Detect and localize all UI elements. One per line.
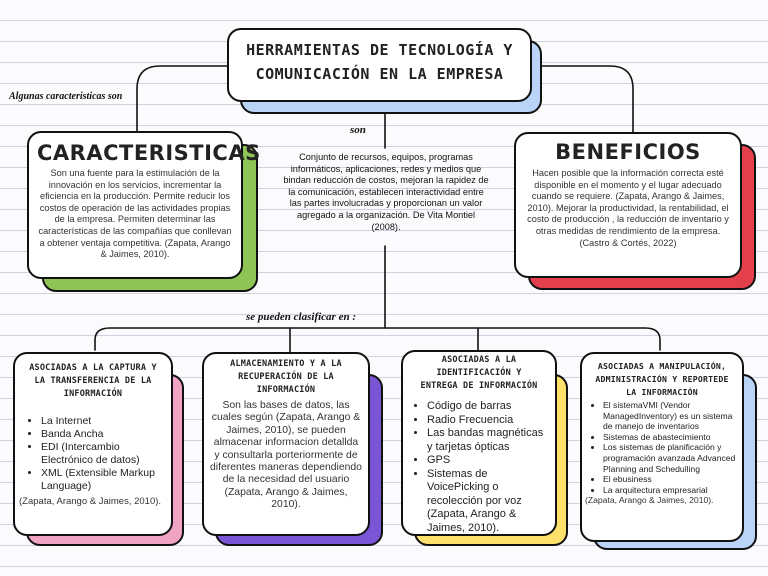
list-item: • Sistemas de VoicePicking o recolección por voz (Zapata, Arango & Jaimes, 2010). (427, 468, 551, 536)
definition-text: Conjunto de recursos, equipos, programas informáticos, aplicaciones, redes y medios que bindan reducción de costos, mejoran la rapidez de la comunicación, establecen interactividad entre las partes involucradas y proporcionan un valor agregado a la organización. De Vita Montiel (2008). (283, 152, 489, 232)
identificacion-title-line1: ASOCIADAS A LA (441, 355, 517, 365)
line-to-beneficios (532, 66, 633, 136)
branch-line (95, 328, 660, 350)
main-title-line2: COMUNICACIÓN EN LA EMPRESA (255, 65, 504, 83)
list-item: • EDI (Intercambio Electrónico de datos) (41, 441, 167, 467)
manipulacion-cite: (Zapata, Arango & Jaimes, 2010). (585, 495, 714, 506)
main-title-line1: HERRAMIENTAS DE TECNOLOGÍA Y (246, 41, 513, 59)
beneficios-box (514, 132, 742, 278)
identificacion-title-line2: IDENTIFICACIÓN Y (436, 368, 522, 378)
identificacion-title-line3: ENTREGA DE INFORMACIÓN (420, 381, 538, 391)
almacenamiento-text: Son las bases de datos, las cuales según (Zapata, Arango & Jaimes, 2010), se pueden almacenar informacion detallda y consultarla porteriormente de diferentes maneras dependiendo de la necesidad del usuario (Zapata, Arango & Jaimes, 2010). (210, 400, 362, 511)
manipulacion-box (580, 352, 744, 542)
list-item: • El sistemaVMI (Vendor ManagedInventory) es un sistema de manejo de inventarios (603, 400, 739, 432)
manipulacion-title (585, 360, 739, 399)
captura-title-line2: LA TRANSFERENCIA DE LA (34, 376, 152, 386)
manipulacion-title-line2: ADMINISTRACIÓN Y REPORTEDE (595, 374, 729, 384)
manipulacion-title-line3: LA INFORMACIÓN (626, 387, 698, 397)
manipulacion-title-line1: ASOCIADAS A MANIPULACIÓN, (597, 361, 727, 371)
manipulacion-list (585, 400, 739, 495)
caracteristicas-box (27, 131, 261, 279)
label-clasificar: se pueden clasificar en : (246, 311, 356, 323)
list-item: • Los sistemas de planificación y programación avanzada Advanced Planning and Schedulling (603, 442, 739, 474)
caracteristicas-title: CARACTERISTICAS (37, 141, 261, 165)
beneficios-text: Hacen posible que la información correcta esté disponible en el momento y el lugar adecuado cuando se requiere. (Zapata, Arango & Jaimes, 2010). Mejorar la productividad, la rentabilidad, el costo de producción , la reducción de inventario y otras medidas de rendimiento de la empresa. (Castro & Cortés, 2022) (527, 168, 729, 248)
caracteristicas-text: Son una fuente para la estimulación de la innovación en los servicios, incrementar la eficiencia en la producción. Permite reducir los costos de operación de las actividades propias de la empresa. Permiten determinar las características de las compañías que conllevan a obtener ventaja competitiva. (Zapata, Arango & Jaimes, 2010). (38, 168, 232, 260)
almacenamiento-title-line3: INFORMACIÓN (256, 385, 316, 395)
identificacion-box (401, 350, 557, 536)
line-to-caracteristicas (137, 66, 228, 132)
main-title (229, 30, 530, 86)
list-item: • La arquitectura empresarial (603, 485, 739, 496)
list-item: • Banda Ancha (41, 428, 167, 441)
label-son: son (350, 124, 366, 136)
main-title-box (227, 28, 532, 102)
captura-title-line3: INFORMACIÓN (63, 389, 123, 399)
identificacion-title (407, 354, 551, 393)
captura-title-line1: ASOCIADAS A LA CAPTURA Y (29, 363, 157, 373)
almacenamiento-title (210, 358, 362, 397)
beneficios-title: BENEFICIOS (555, 140, 701, 164)
list-item: • Código de barras (427, 400, 551, 414)
captura-list (19, 415, 167, 493)
captura-cite: (Zapata, Arango & Jaimes, 2010). (19, 496, 162, 507)
label-algunas: Algunas caracteristicas son (9, 91, 123, 102)
list-item: • GPS (427, 454, 551, 468)
captura-box (13, 352, 173, 536)
list-item: • Las bandas magnéticas y tarjetas ópticas (427, 427, 551, 454)
almacenamiento-title-line2: RECUPERACIÓN DE LA (238, 372, 334, 382)
list-item: • XML (Extensible Markup Language) (41, 467, 167, 493)
almacenamiento-title-line1: ALMACENAMIENTO Y A LA (230, 359, 342, 369)
list-item: • Sistemas de abastecimiento (603, 432, 739, 443)
list-item: • El ebusiness (603, 474, 739, 485)
almacenamiento-box (202, 352, 370, 536)
captura-title (19, 362, 167, 401)
list-item: • La Internet (41, 415, 167, 428)
list-item: • Radio Frecuencia (427, 414, 551, 428)
identificacion-list (407, 400, 551, 535)
